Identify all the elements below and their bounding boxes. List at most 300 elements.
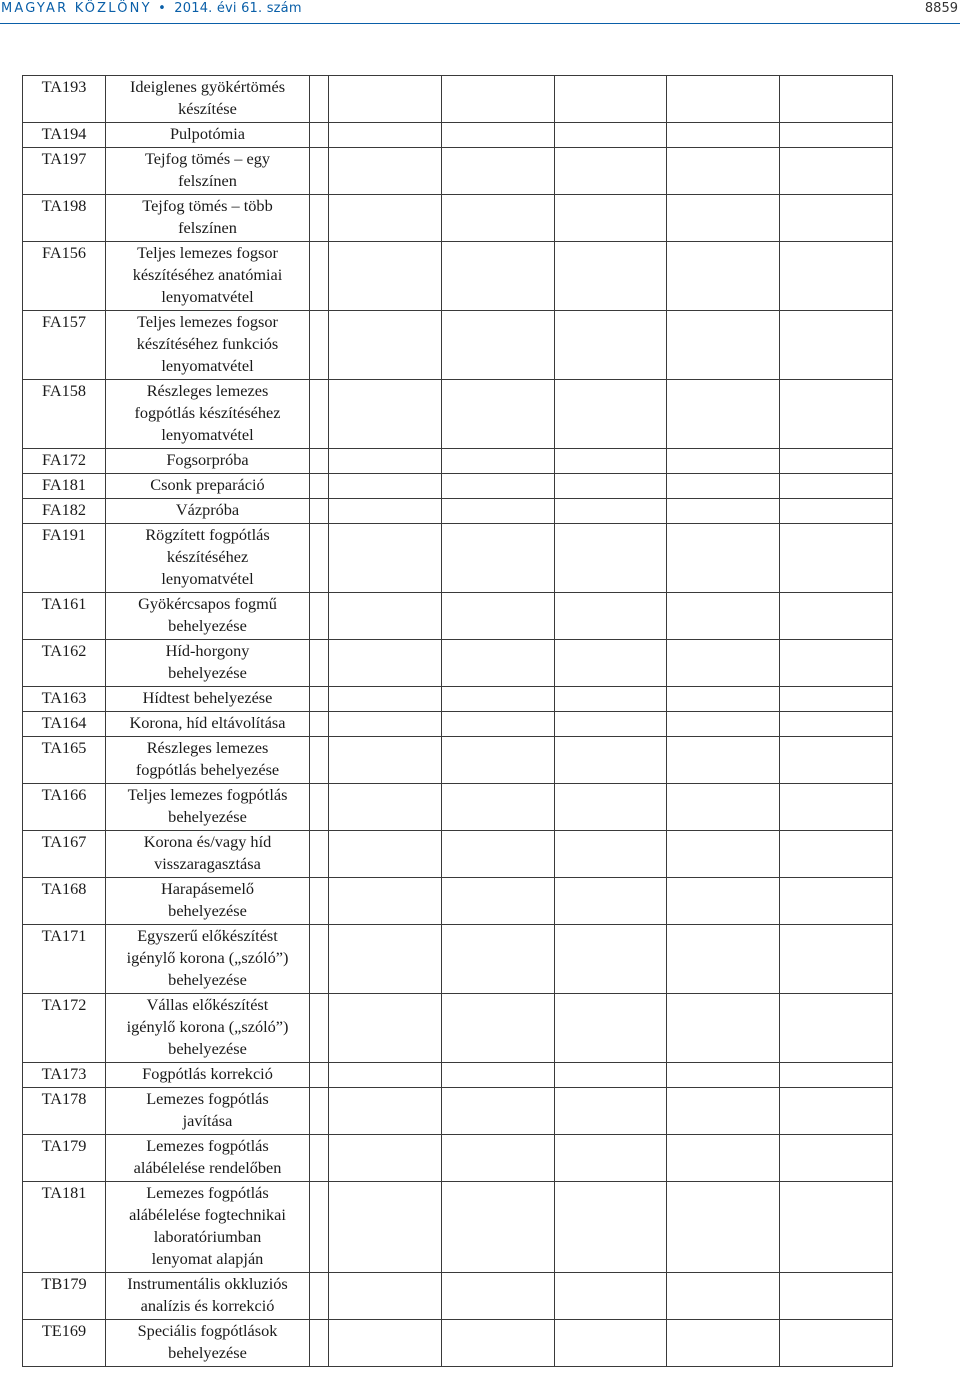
empty-cell — [310, 242, 329, 311]
empty-cell — [329, 76, 442, 123]
table-row — [23, 449, 893, 474]
empty-cell — [780, 123, 893, 148]
procedure-description: Vázpróba — [175, 500, 240, 519]
empty-cell — [667, 784, 780, 831]
empty-cell — [780, 1320, 893, 1367]
table-row — [23, 123, 893, 148]
empty-cell — [555, 687, 667, 712]
table-row — [23, 925, 893, 994]
procedure-description-cell — [106, 1320, 310, 1367]
procedure-description: Rögzített fogpótlás készítéséhez lenyomatvétel — [145, 525, 270, 588]
procedure-description-cell — [106, 123, 310, 148]
procedure-code: TA173 — [41, 1064, 87, 1083]
procedure-code: TA167 — [41, 832, 87, 851]
procedure-code-cell — [23, 712, 106, 737]
procedure-description: Korona, híd eltávolítása — [129, 713, 286, 732]
empty-cell — [555, 925, 667, 994]
procedure-description-cell — [106, 474, 310, 499]
procedure-code: TA181 — [41, 1183, 87, 1202]
empty-cell — [667, 712, 780, 737]
procedure-description: Korona és/vagy híd visszaragasztása — [143, 832, 272, 873]
table-row — [23, 994, 893, 1063]
empty-cell — [310, 687, 329, 712]
empty-cell — [667, 878, 780, 925]
procedure-code: TA178 — [41, 1089, 87, 1108]
procedure-code-cell — [23, 593, 106, 640]
empty-cell — [442, 311, 555, 380]
table-row — [23, 524, 893, 593]
empty-cell — [442, 449, 555, 474]
table-row — [23, 380, 893, 449]
table-body — [23, 76, 893, 1367]
empty-cell — [555, 242, 667, 311]
procedure-description-cell — [106, 737, 310, 784]
empty-cell — [780, 524, 893, 593]
empty-cell — [780, 195, 893, 242]
procedure-code-cell — [23, 474, 106, 499]
procedure-code-cell — [23, 1088, 106, 1135]
procedure-code: TA161 — [41, 594, 87, 613]
procedure-code: FA157 — [41, 312, 87, 331]
table-row — [23, 640, 893, 687]
empty-cell — [329, 474, 442, 499]
empty-cell — [667, 1063, 780, 1088]
procedure-code: TA198 — [41, 196, 87, 215]
procedure-code: TE169 — [41, 1321, 87, 1340]
procedure-code: FA158 — [41, 381, 87, 400]
procedure-description-cell — [106, 524, 310, 593]
empty-cell — [667, 737, 780, 784]
header-rule — [0, 23, 960, 24]
table-row — [23, 311, 893, 380]
table-row — [23, 1320, 893, 1367]
empty-cell — [442, 524, 555, 593]
empty-cell — [667, 1135, 780, 1182]
empty-cell — [667, 242, 780, 311]
empty-cell — [329, 1182, 442, 1273]
empty-cell — [329, 1273, 442, 1320]
table-row — [23, 737, 893, 784]
procedure-description: Harapásemelő behelyezése — [160, 879, 255, 920]
procedure-code-cell — [23, 640, 106, 687]
empty-cell — [310, 148, 329, 195]
empty-cell — [667, 1320, 780, 1367]
table-row — [23, 831, 893, 878]
procedure-description: Ideiglenes gyökértömés készítése — [129, 77, 286, 118]
procedure-code: FA156 — [41, 243, 87, 262]
procedure-description-cell — [106, 593, 310, 640]
empty-cell — [555, 1273, 667, 1320]
empty-cell — [555, 640, 667, 687]
empty-cell — [555, 449, 667, 474]
empty-cell — [780, 994, 893, 1063]
table-row — [23, 712, 893, 737]
publication-title: MAGYAR KÖZLÖNY — [1, 1, 152, 16]
procedure-code: TA166 — [41, 785, 87, 804]
procedure-code-cell — [23, 449, 106, 474]
empty-cell — [310, 737, 329, 784]
empty-cell — [442, 1182, 555, 1273]
empty-cell — [555, 123, 667, 148]
empty-cell — [780, 242, 893, 311]
empty-cell — [667, 687, 780, 712]
procedure-code-cell — [23, 737, 106, 784]
procedure-description: Vállas előkészítést igénylő korona („szóló”) behelyezése — [126, 995, 289, 1058]
empty-cell — [555, 148, 667, 195]
procedure-description: Egyszerű előkészítést igénylő korona („szóló”) behelyezése — [126, 926, 289, 989]
empty-cell — [329, 195, 442, 242]
empty-cell — [555, 712, 667, 737]
procedure-code-cell — [23, 1063, 106, 1088]
empty-cell — [780, 499, 893, 524]
empty-cell — [667, 925, 780, 994]
empty-cell — [442, 148, 555, 195]
procedure-code-cell — [23, 499, 106, 524]
empty-cell — [329, 380, 442, 449]
procedure-code-cell — [23, 784, 106, 831]
empty-cell — [667, 994, 780, 1063]
procedure-description: Teljes lemezes fogpótlás behelyezése — [127, 785, 288, 826]
procedure-code-cell — [23, 311, 106, 380]
empty-cell — [780, 148, 893, 195]
procedure-code-cell — [23, 687, 106, 712]
procedure-code-cell — [23, 925, 106, 994]
empty-cell — [667, 380, 780, 449]
procedure-description: Tejfog tömés – egy felszínen — [144, 149, 270, 190]
procedure-description-cell — [106, 687, 310, 712]
procedure-description-cell — [106, 994, 310, 1063]
empty-cell — [329, 712, 442, 737]
empty-cell — [310, 195, 329, 242]
empty-cell — [329, 784, 442, 831]
table-row — [23, 499, 893, 524]
table-row — [23, 593, 893, 640]
empty-cell — [310, 593, 329, 640]
procedure-description: Részleges lemezes fogpótlás készítéséhez lenyomatvétel — [134, 381, 281, 444]
procedure-code: FA172 — [41, 450, 87, 469]
empty-cell — [555, 380, 667, 449]
empty-cell — [329, 737, 442, 784]
empty-cell — [667, 593, 780, 640]
procedure-description: Részleges lemezes fogpótlás behelyezése — [135, 738, 280, 779]
procedure-code-cell — [23, 1273, 106, 1320]
empty-cell — [780, 925, 893, 994]
empty-cell — [442, 1063, 555, 1088]
empty-cell — [555, 1135, 667, 1182]
empty-cell — [667, 311, 780, 380]
empty-cell — [667, 1273, 780, 1320]
empty-cell — [780, 311, 893, 380]
procedure-description: Teljes lemezes fogsor készítéséhez anatómiai lenyomatvétel — [132, 243, 283, 306]
empty-cell — [310, 994, 329, 1063]
procedure-description: Lemezes fogpótlás alábélelése fogtechnikai laboratóriumban lenyomat alapján — [129, 1183, 286, 1268]
procedure-code: FA182 — [41, 500, 87, 519]
empty-cell — [667, 831, 780, 878]
empty-cell — [442, 640, 555, 687]
empty-cell — [667, 499, 780, 524]
empty-cell — [780, 784, 893, 831]
empty-cell — [310, 123, 329, 148]
procedure-description-cell — [106, 1088, 310, 1135]
procedure-description-cell — [106, 449, 310, 474]
issue-label: 2014. évi 61. szám — [174, 1, 302, 16]
procedure-description: Lemezes fogpótlás javítása — [146, 1089, 269, 1130]
empty-cell — [667, 1088, 780, 1135]
procedure-description: Teljes lemezes fogsor készítéséhez funkciós lenyomatvétel — [136, 312, 279, 375]
empty-cell — [780, 1182, 893, 1273]
procedure-code: TA163 — [41, 688, 87, 707]
procedure-description: Pulpotómia — [169, 124, 246, 143]
empty-cell — [780, 474, 893, 499]
empty-cell — [310, 712, 329, 737]
empty-cell — [555, 878, 667, 925]
procedure-code: FA181 — [41, 475, 87, 494]
empty-cell — [442, 878, 555, 925]
empty-cell — [442, 474, 555, 499]
empty-cell — [310, 1135, 329, 1182]
empty-cell — [555, 994, 667, 1063]
procedure-description: Fogpótlás korrekció — [142, 1064, 273, 1083]
empty-cell — [310, 878, 329, 925]
empty-cell — [329, 640, 442, 687]
empty-cell — [667, 449, 780, 474]
procedure-code-cell — [23, 831, 106, 878]
empty-cell — [555, 1320, 667, 1367]
empty-cell — [329, 831, 442, 878]
empty-cell — [310, 640, 329, 687]
procedure-description: Lemezes fogpótlás alábélelése rendelőben — [133, 1136, 282, 1177]
empty-cell — [310, 1088, 329, 1135]
procedure-description-cell — [106, 148, 310, 195]
empty-cell — [310, 1320, 329, 1367]
empty-cell — [442, 242, 555, 311]
empty-cell — [329, 593, 442, 640]
empty-cell — [780, 737, 893, 784]
procedure-description: Fogsorpróba — [166, 450, 249, 469]
procedure-description-cell — [106, 1182, 310, 1273]
procedure-code-cell — [23, 242, 106, 311]
empty-cell — [310, 1273, 329, 1320]
empty-cell — [442, 925, 555, 994]
empty-cell — [780, 1063, 893, 1088]
procedure-description: Instrumentális okkluziós analízis és korrekció — [127, 1274, 288, 1315]
empty-cell — [329, 994, 442, 1063]
procedure-description-cell — [106, 499, 310, 524]
procedure-code: TA171 — [41, 926, 87, 945]
procedure-description-cell — [106, 925, 310, 994]
procedure-code-cell — [23, 878, 106, 925]
procedure-code-cell — [23, 1320, 106, 1367]
publication-header — [1, 1, 302, 16]
empty-cell — [555, 737, 667, 784]
empty-cell — [310, 1182, 329, 1273]
procedure-code: TA162 — [41, 641, 87, 660]
empty-cell — [780, 380, 893, 449]
procedure-description: Híd-horgony behelyezése — [165, 641, 250, 682]
empty-cell — [667, 123, 780, 148]
empty-cell — [442, 195, 555, 242]
procedure-code-cell — [23, 1135, 106, 1182]
table-row — [23, 687, 893, 712]
empty-cell — [442, 831, 555, 878]
empty-cell — [310, 925, 329, 994]
empty-cell — [310, 784, 329, 831]
empty-cell — [442, 499, 555, 524]
table-row — [23, 474, 893, 499]
empty-cell — [329, 1063, 442, 1088]
empty-cell — [329, 524, 442, 593]
empty-cell — [329, 925, 442, 994]
empty-cell — [555, 76, 667, 123]
empty-cell — [442, 123, 555, 148]
procedure-description-cell — [106, 1135, 310, 1182]
procedure-description: Hídtest behelyezése — [142, 688, 273, 707]
empty-cell — [667, 148, 780, 195]
empty-cell — [310, 76, 329, 123]
empty-cell — [555, 1088, 667, 1135]
procedure-code-cell — [23, 76, 106, 123]
procedure-description-cell — [106, 831, 310, 878]
procedure-code: TA193 — [41, 77, 87, 96]
table-row — [23, 1273, 893, 1320]
procedure-code-cell — [23, 524, 106, 593]
procedure-code: TA194 — [41, 124, 87, 143]
procedure-code-cell — [23, 1182, 106, 1273]
table-row — [23, 878, 893, 925]
empty-cell — [329, 123, 442, 148]
empty-cell — [442, 784, 555, 831]
procedure-code-cell — [23, 123, 106, 148]
empty-cell — [310, 474, 329, 499]
empty-cell — [780, 878, 893, 925]
procedure-description-cell — [106, 380, 310, 449]
procedure-code: TA168 — [41, 879, 87, 898]
procedure-description-cell — [106, 640, 310, 687]
empty-cell — [780, 1135, 893, 1182]
empty-cell — [555, 1182, 667, 1273]
table-row — [23, 784, 893, 831]
procedure-code: FA191 — [41, 525, 87, 544]
table-row — [23, 1135, 893, 1182]
empty-cell — [310, 499, 329, 524]
empty-cell — [310, 380, 329, 449]
empty-cell — [329, 687, 442, 712]
empty-cell — [329, 449, 442, 474]
procedure-code: TA164 — [41, 713, 87, 732]
empty-cell — [780, 593, 893, 640]
procedure-description-cell — [106, 195, 310, 242]
procedure-description: Speciális fogpótlások behelyezése — [137, 1321, 278, 1362]
empty-cell — [667, 474, 780, 499]
empty-cell — [442, 737, 555, 784]
empty-cell — [329, 1135, 442, 1182]
empty-cell — [780, 687, 893, 712]
empty-cell — [555, 499, 667, 524]
procedure-code-cell — [23, 148, 106, 195]
procedure-code: TA197 — [41, 149, 87, 168]
empty-cell — [442, 76, 555, 123]
empty-cell — [329, 311, 442, 380]
empty-cell — [667, 640, 780, 687]
empty-cell — [667, 1182, 780, 1273]
empty-cell — [310, 524, 329, 593]
empty-cell — [555, 195, 667, 242]
empty-cell — [667, 76, 780, 123]
procedure-description-cell — [106, 242, 310, 311]
empty-cell — [555, 1063, 667, 1088]
page-header — [0, 0, 960, 24]
empty-cell — [310, 831, 329, 878]
empty-cell — [329, 1320, 442, 1367]
empty-cell — [310, 311, 329, 380]
table-row — [23, 1063, 893, 1088]
procedure-code: TA179 — [41, 1136, 87, 1155]
empty-cell — [555, 311, 667, 380]
table-row — [23, 1182, 893, 1273]
table-row — [23, 242, 893, 311]
table-row — [23, 1088, 893, 1135]
procedure-code: TB179 — [41, 1274, 87, 1293]
empty-cell — [780, 449, 893, 474]
empty-cell — [667, 524, 780, 593]
empty-cell — [310, 1063, 329, 1088]
empty-cell — [329, 878, 442, 925]
empty-cell — [329, 1088, 442, 1135]
procedure-description: Tejfog tömés – több felszínen — [142, 196, 273, 237]
procedure-description-cell — [106, 76, 310, 123]
empty-cell — [442, 687, 555, 712]
empty-cell — [780, 1273, 893, 1320]
procedure-description-cell — [106, 784, 310, 831]
procedure-description-cell — [106, 1063, 310, 1088]
procedure-code: TA172 — [41, 995, 87, 1014]
table-row — [23, 148, 893, 195]
empty-cell — [780, 640, 893, 687]
procedure-code-cell — [23, 195, 106, 242]
page-number: 8859 — [924, 1, 958, 16]
empty-cell — [442, 1088, 555, 1135]
empty-cell — [667, 195, 780, 242]
empty-cell — [442, 1135, 555, 1182]
empty-cell — [442, 1320, 555, 1367]
procedure-table — [22, 75, 893, 1367]
procedure-code: TA165 — [41, 738, 87, 757]
procedure-description-cell — [106, 311, 310, 380]
procedure-code-cell — [23, 994, 106, 1063]
empty-cell — [780, 76, 893, 123]
procedure-description: Csonk preparáció — [150, 475, 265, 494]
empty-cell — [780, 1088, 893, 1135]
header-bullet: • — [158, 1, 168, 16]
procedure-description-cell — [106, 878, 310, 925]
empty-cell — [780, 831, 893, 878]
procedure-code-cell — [23, 380, 106, 449]
empty-cell — [329, 148, 442, 195]
empty-cell — [329, 242, 442, 311]
empty-cell — [442, 593, 555, 640]
empty-cell — [442, 1273, 555, 1320]
empty-cell — [555, 784, 667, 831]
empty-cell — [555, 831, 667, 878]
empty-cell — [442, 380, 555, 449]
empty-cell — [329, 499, 442, 524]
empty-cell — [780, 712, 893, 737]
procedure-description-cell — [106, 1273, 310, 1320]
table-row — [23, 76, 893, 123]
procedure-description: Gyökércsapos fogmű behelyezése — [138, 594, 277, 635]
table-row — [23, 195, 893, 242]
empty-cell — [555, 474, 667, 499]
